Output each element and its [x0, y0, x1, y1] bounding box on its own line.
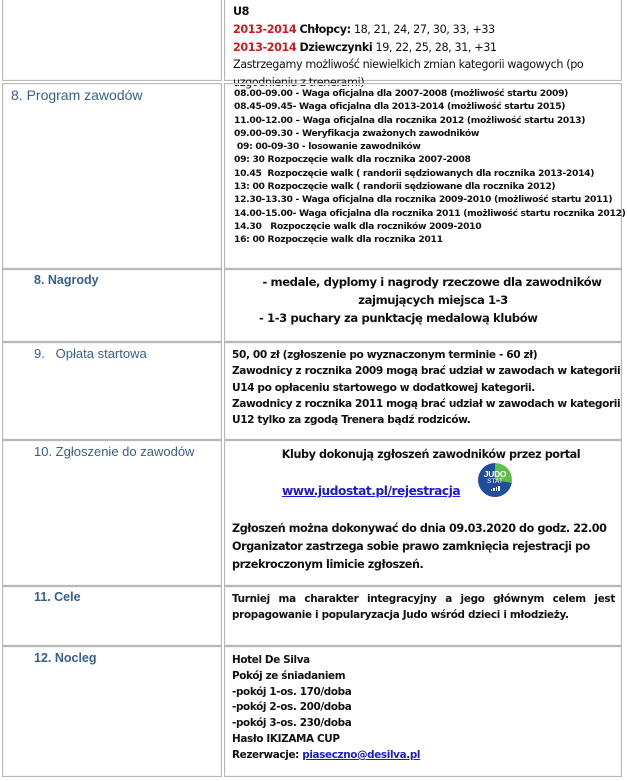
registration-label: 10. Zgłoszenie do zawodów — [34, 444, 195, 459]
lodging-line: Hasło IKIZAMA CUP — [232, 732, 340, 745]
program-item: 09: 00-09-30 - losowanie zawodników — [234, 141, 421, 153]
lodging-label-cell — [2, 646, 222, 777]
goals-label: 11. Cele — [34, 590, 81, 604]
fee-row — [2, 342, 622, 440]
weights-note-line1: Zastrzegamy możliwość niewielkich zmian kategorii wagowych (po — [233, 58, 584, 72]
program-content-cell — [224, 83, 626, 269]
program-item: 10.45 Rozpoczęcie walk ( randorii sędziowanych dla rocznika 2013-2014) — [234, 167, 595, 179]
fee-label-cell — [2, 342, 222, 440]
program-item: 09.00-09.30 - Weryfikacja zważonych zawodników — [234, 127, 480, 139]
fee-line: U12 tylko za zgodą Trenera bądź rodziców. — [232, 414, 471, 427]
program-item: 16: 00 Rozpoczęcie walk dla rocznika 2011 — [234, 234, 443, 246]
prizes-line2: zajmujących miejsca 1-3 — [358, 293, 508, 307]
prizes-label: 8. Nagrody — [34, 273, 99, 287]
goals-row — [2, 586, 622, 646]
registration-label-cell — [2, 440, 222, 586]
program-item: 12.30-13.30 - Waga oficjalna dla rocznika 2009-2010 (możliwość startu 2011) — [234, 194, 613, 206]
fee-line: 50, 00 zł (zgłoszenie po wyznaczonym terminie - 60 zł) — [232, 349, 538, 361]
lodging-line: Pokój ze śniadaniem — [232, 669, 346, 682]
goals-label-cell — [2, 586, 222, 646]
lodging-line: Hotel De Silva — [232, 654, 310, 666]
weights-label-cell — [2, 0, 222, 81]
prizes-line3: - 1-3 puchary za punktację medalową klubów — [259, 311, 538, 325]
lodging-line: -pokój 2-os. 200/doba — [232, 701, 352, 714]
program-item: 13: 00 Rozpoczęcie walk ( randorii sędziowane dla rocznika 2012) — [234, 181, 556, 193]
weights-title: U8 — [233, 5, 250, 18]
weights-girls-line: 2013-2014 Dziewczynki 19, 22, 25, 28, 31, +31 — [233, 40, 497, 54]
fee-content-cell — [224, 342, 622, 440]
lodging-content-cell — [224, 646, 622, 777]
registration-note-line2: przekroczonym limicie zgłoszeń. — [232, 558, 424, 571]
registration-intro: Kluby dokonują zgłoszeń zawodników przez portal — [281, 448, 581, 461]
prizes-label-cell — [2, 269, 222, 342]
program-item: 09: 30 Rozpoczęcie walk dla rocznika 2007-2008 — [234, 154, 471, 166]
lodging-label: 12. Nocleg — [34, 651, 97, 665]
fee-line: Zawodnicy z rocznika 2009 mogą brać udział w zawodach w kategorii — [232, 365, 621, 378]
lodging-line: -pokój 1-os. 170/doba — [232, 685, 352, 698]
program-label-cell — [2, 83, 222, 269]
weights-row — [2, 0, 622, 90]
program-item: 08.45-09.45- Waga oficjalna dla 2013-2014 (możliwość startu 2015) — [234, 101, 566, 113]
weights-content-cell — [224, 0, 622, 90]
reservation-email-link[interactable]: piaseczno@desilva.pl — [302, 748, 421, 761]
registration-deadline: Zgłoszeń można dokonywać do dnia 09.03.2020 do godz. 22.00 — [232, 522, 607, 535]
prizes-line1: - medale, dyplomy i nagrody rzeczowe dla zawodników — [262, 275, 602, 289]
prizes-content-cell — [224, 269, 622, 342]
fee-line: U14 po opłaceniu startowego w dodatkowej kategorii. — [232, 381, 535, 394]
judostat-registration-link[interactable]: www.judostat.pl/rejestracja — [282, 484, 461, 498]
program-label: 8. Program zawodów — [11, 87, 143, 103]
prizes-row — [2, 269, 622, 342]
lodging-line: -pokój 3-os. 230/doba — [232, 717, 352, 730]
judostat-logo-icon: JUDO STAT — [478, 463, 512, 497]
lodging-reservation-line: Rezerwacje: piaseczno@desilva.pl — [232, 748, 421, 761]
program-item: 14.00-15.00- Waga oficjalna dla rocznika 2011 (możliwość startu rocznika 2012) — [234, 207, 626, 219]
registration-row — [2, 440, 622, 586]
program-row — [2, 83, 626, 269]
goals-content-cell — [224, 586, 622, 646]
fee-line: Zawodnicy z rocznika 2011 mogą brać udział w zawodach w kategorii — [232, 397, 621, 410]
lodging-row — [2, 646, 622, 777]
weights-note-line2: uzgodnieniu z trenerami) — [233, 76, 365, 90]
goals-text: Turniej ma charakter integracyjny a jego głównym celem jest propagowanie i popularyzacja Judo wśród dzieci i młodzieży. — [232, 593, 615, 621]
weights-boys-line: 2013-2014 Chłopcy: 18, 21, 24, 27, 30, 33, +33 — [233, 22, 495, 36]
registration-content-cell — [224, 440, 622, 586]
fee-label: 9. Opłata startowa — [34, 346, 147, 361]
registration-note-line1: Organizator zastrzega sobie prawo zamknięcia rejestracji po — [232, 540, 590, 553]
program-item: 11.00-12.00 – Waga oficjalna dla rocznika 2012 (możliwość startu 2013) — [234, 114, 586, 126]
program-item: 08.00-09.00 - Waga oficjalna dla 2007-2008 (możliwość startu 2009) — [234, 88, 569, 99]
program-item: 14.30 Rozpoczęcie walk dla roczników 2009-2010 — [234, 220, 482, 232]
